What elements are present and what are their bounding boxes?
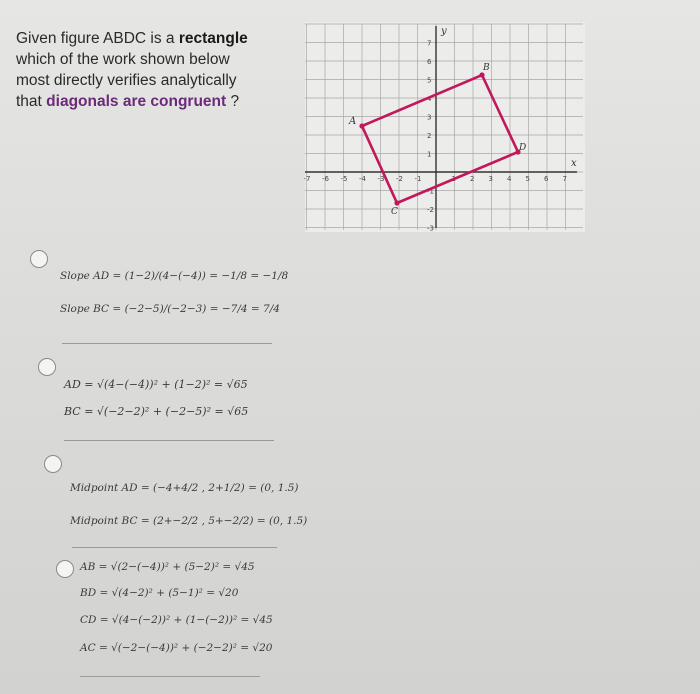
y-tick-label: 3 xyxy=(427,113,432,122)
option-3-divider xyxy=(72,547,277,548)
y-tick-label: 1 xyxy=(427,150,432,159)
question-text xyxy=(16,28,286,112)
diagonals-emphasis: diagonals are congruent xyxy=(46,93,227,110)
label-a: A xyxy=(349,116,357,127)
option-3-line-2: Midpoint BC = (2+−2/2 , 5+−2/2) = (0, 1.5) xyxy=(70,515,308,527)
point-a xyxy=(359,123,364,128)
option-1-radio[interactable] xyxy=(30,250,48,268)
x-tick-label: 5 xyxy=(525,175,530,183)
y-tick-label: 4 xyxy=(427,95,432,103)
option-1-divider xyxy=(62,343,272,344)
x-tick-label: -1 xyxy=(414,175,422,183)
y-tick-label: 6 xyxy=(427,58,432,66)
option-3-radio[interactable] xyxy=(44,455,62,473)
x-tick-label: -4 xyxy=(359,175,366,183)
y-tick-label: 5 xyxy=(427,76,432,85)
question-line-3: most directly verifies analytically xyxy=(16,72,237,89)
x-tick-label: 1 xyxy=(451,175,456,183)
x-tick-label: -7 xyxy=(303,175,311,183)
option-2-radio[interactable] xyxy=(38,358,56,376)
x-tick-label: 2 xyxy=(470,175,475,183)
option-2-divider xyxy=(64,440,274,441)
option-4-line-4: AC = √(−2−(−4))² + (−2−2)² = √20 xyxy=(80,642,273,654)
option-4-line-2: BD = √(4−2)² + (5−1)² = √20 xyxy=(80,587,239,599)
x-tick-label: 3 xyxy=(488,175,493,183)
question-line-4: that diagonals are congruent ? xyxy=(16,93,240,110)
label-d: D xyxy=(519,143,527,153)
y-tick-label: -2 xyxy=(427,206,434,214)
option-3-line-1: Midpoint AD = (−4+4/2 , 2+1/2) = (0, 1.5) xyxy=(70,482,299,494)
option-1-line-1: Slope AD = (1−2)/(4−(−4)) = −1/8 = −1/8 xyxy=(60,270,289,282)
x-tick-label: -2 xyxy=(396,175,403,183)
x-tick-label: -6 xyxy=(322,175,329,183)
y-tick-label: 7 xyxy=(427,39,432,48)
option-1-line-2: Slope BC = (−2−5)/(−2−3) = −7/4 = 7/4 xyxy=(60,303,280,315)
x-axis-label: x xyxy=(571,158,577,169)
label-c: C xyxy=(391,207,398,217)
question-line-2: which of the work shown below xyxy=(16,51,230,68)
option-4-line-3: CD = √(4−(−2))² + (1−(−2))² = √45 xyxy=(80,614,273,626)
y-tick-label: 2 xyxy=(427,132,432,140)
point-c xyxy=(394,200,399,205)
question-line-1: Given figure ABDC is a rectangle xyxy=(16,30,248,47)
option-2-line-2: BC = √(−2−2)² + (−2−5)² = √65 xyxy=(64,405,249,418)
rectangle-emphasis: rectangle xyxy=(178,30,248,47)
x-tick-label: -5 xyxy=(340,175,348,183)
point-b xyxy=(479,72,484,77)
option-4-line-1: AB = √(2−(−4))² + (5−2)² = √45 xyxy=(80,561,255,573)
x-tick-label: 6 xyxy=(544,175,549,183)
x-tick-label: 7 xyxy=(562,175,567,183)
option-2-line-1: AD = √(4−(−4))² + (1−2)² = √65 xyxy=(64,378,248,391)
x-tick-label: -3 xyxy=(377,175,385,183)
y-tick-label: -3 xyxy=(427,224,434,233)
coordinate-graph xyxy=(305,22,585,232)
label-b: B xyxy=(483,63,490,73)
y-tick-label: -1 xyxy=(427,187,434,196)
x-tick-label: 4 xyxy=(507,175,512,183)
option-4-divider xyxy=(80,676,260,677)
option-4-radio[interactable] xyxy=(56,560,74,578)
graph-background xyxy=(305,22,585,232)
y-axis-label: y xyxy=(441,26,447,37)
